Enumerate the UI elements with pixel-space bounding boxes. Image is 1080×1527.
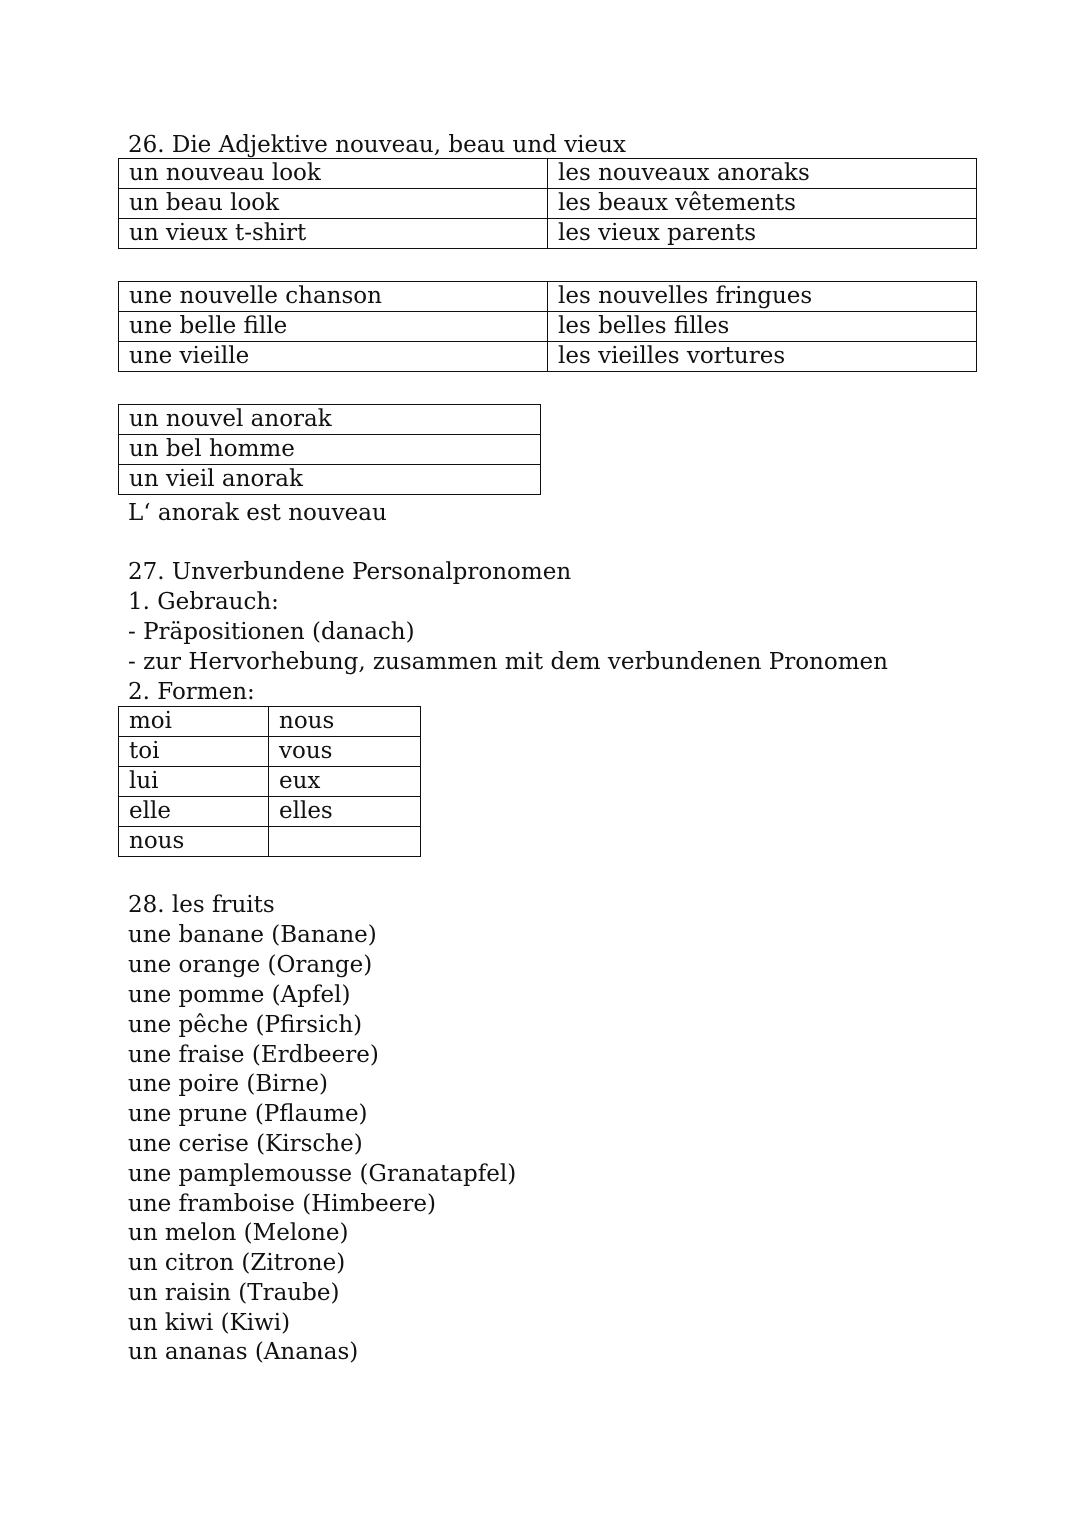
table-cell: les belles filles <box>548 312 977 342</box>
fruit-item: une poire (Birne) <box>128 1071 329 1097</box>
table-cell: une nouvelle chanson <box>119 282 548 312</box>
table-row <box>119 797 421 827</box>
table-row <box>119 159 977 189</box>
section-28-title: 28. les fruits <box>128 892 275 918</box>
table-row <box>119 767 421 797</box>
section-26-title: 26. Die Adjektive nouveau, beau und vieux <box>128 132 626 158</box>
table-cell: moi <box>119 707 269 737</box>
forms-heading: 2. Formen: <box>128 679 255 705</box>
fruit-item: un citron (Zitrone) <box>128 1250 346 1276</box>
table-cell: les vieux parents <box>548 219 977 249</box>
table-cell: une belle fille <box>119 312 548 342</box>
table-row <box>119 827 421 857</box>
table-row <box>119 189 977 219</box>
table-cell: toi <box>119 737 269 767</box>
fruit-item: un melon (Melone) <box>128 1220 349 1246</box>
fruit-item: une prune (Pflaume) <box>128 1101 368 1127</box>
usage-item: - Präpositionen (danach) <box>128 619 415 645</box>
table-cell: eux <box>269 767 421 797</box>
fruit-item: une orange (Orange) <box>128 952 373 978</box>
table-cell <box>269 827 421 857</box>
table-row <box>119 435 541 465</box>
table-cell: vous <box>269 737 421 767</box>
vowel-form-table <box>118 404 541 495</box>
table-row <box>119 219 977 249</box>
usage-item: - zur Hervorhebung, zusammen mit dem verbundenen Pronomen <box>128 649 888 675</box>
table-cell: nous <box>119 827 269 857</box>
table-row <box>119 342 977 372</box>
fruit-item: un ananas (Ananas) <box>128 1339 359 1365</box>
table-cell: un nouvel anorak <box>119 405 541 435</box>
pronoun-forms-table <box>118 706 421 857</box>
table-row <box>119 405 541 435</box>
section-27-title: 27. Unverbundene Personalpronomen <box>128 559 572 585</box>
usage-heading: 1. Gebrauch: <box>128 589 279 615</box>
table-cell: un vieil anorak <box>119 465 541 495</box>
fruit-item: une fraise (Erdbeere) <box>128 1042 379 1068</box>
table-cell: nous <box>269 707 421 737</box>
table-cell: les beaux vêtements <box>548 189 977 219</box>
table-cell: un beau look <box>119 189 548 219</box>
fruit-item: un raisin (Traube) <box>128 1280 340 1306</box>
fruit-item: une pêche (Pfirsich) <box>128 1012 363 1038</box>
fruit-item: un kiwi (Kiwi) <box>128 1310 291 1336</box>
fruit-item: une pomme (Apfel) <box>128 982 351 1008</box>
fruit-item: une framboise (Himbeere) <box>128 1191 436 1217</box>
fruit-item: une banane (Banane) <box>128 922 377 948</box>
table-cell: un vieux t-shirt <box>119 219 548 249</box>
feminine-adjective-table <box>118 281 977 372</box>
table-cell: un nouveau look <box>119 159 548 189</box>
fruit-item: une pamplemousse (Granatapfel) <box>128 1161 517 1187</box>
table-cell: les nouvelles fringues <box>548 282 977 312</box>
table-row <box>119 737 421 767</box>
table-row <box>119 312 977 342</box>
table-cell: les vieilles vortures <box>548 342 977 372</box>
table-cell: une vieille <box>119 342 548 372</box>
table-cell: un bel homme <box>119 435 541 465</box>
table-row <box>119 465 541 495</box>
table-cell: les nouveaux anoraks <box>548 159 977 189</box>
table-row <box>119 707 421 737</box>
fruit-item: une cerise (Kirsche) <box>128 1131 363 1157</box>
table-cell: elle <box>119 797 269 827</box>
masculine-adjective-table <box>118 158 977 249</box>
section-26-note: L‘ anorak est nouveau <box>128 500 387 526</box>
table-cell: elles <box>269 797 421 827</box>
table-row <box>119 282 977 312</box>
table-cell: lui <box>119 767 269 797</box>
